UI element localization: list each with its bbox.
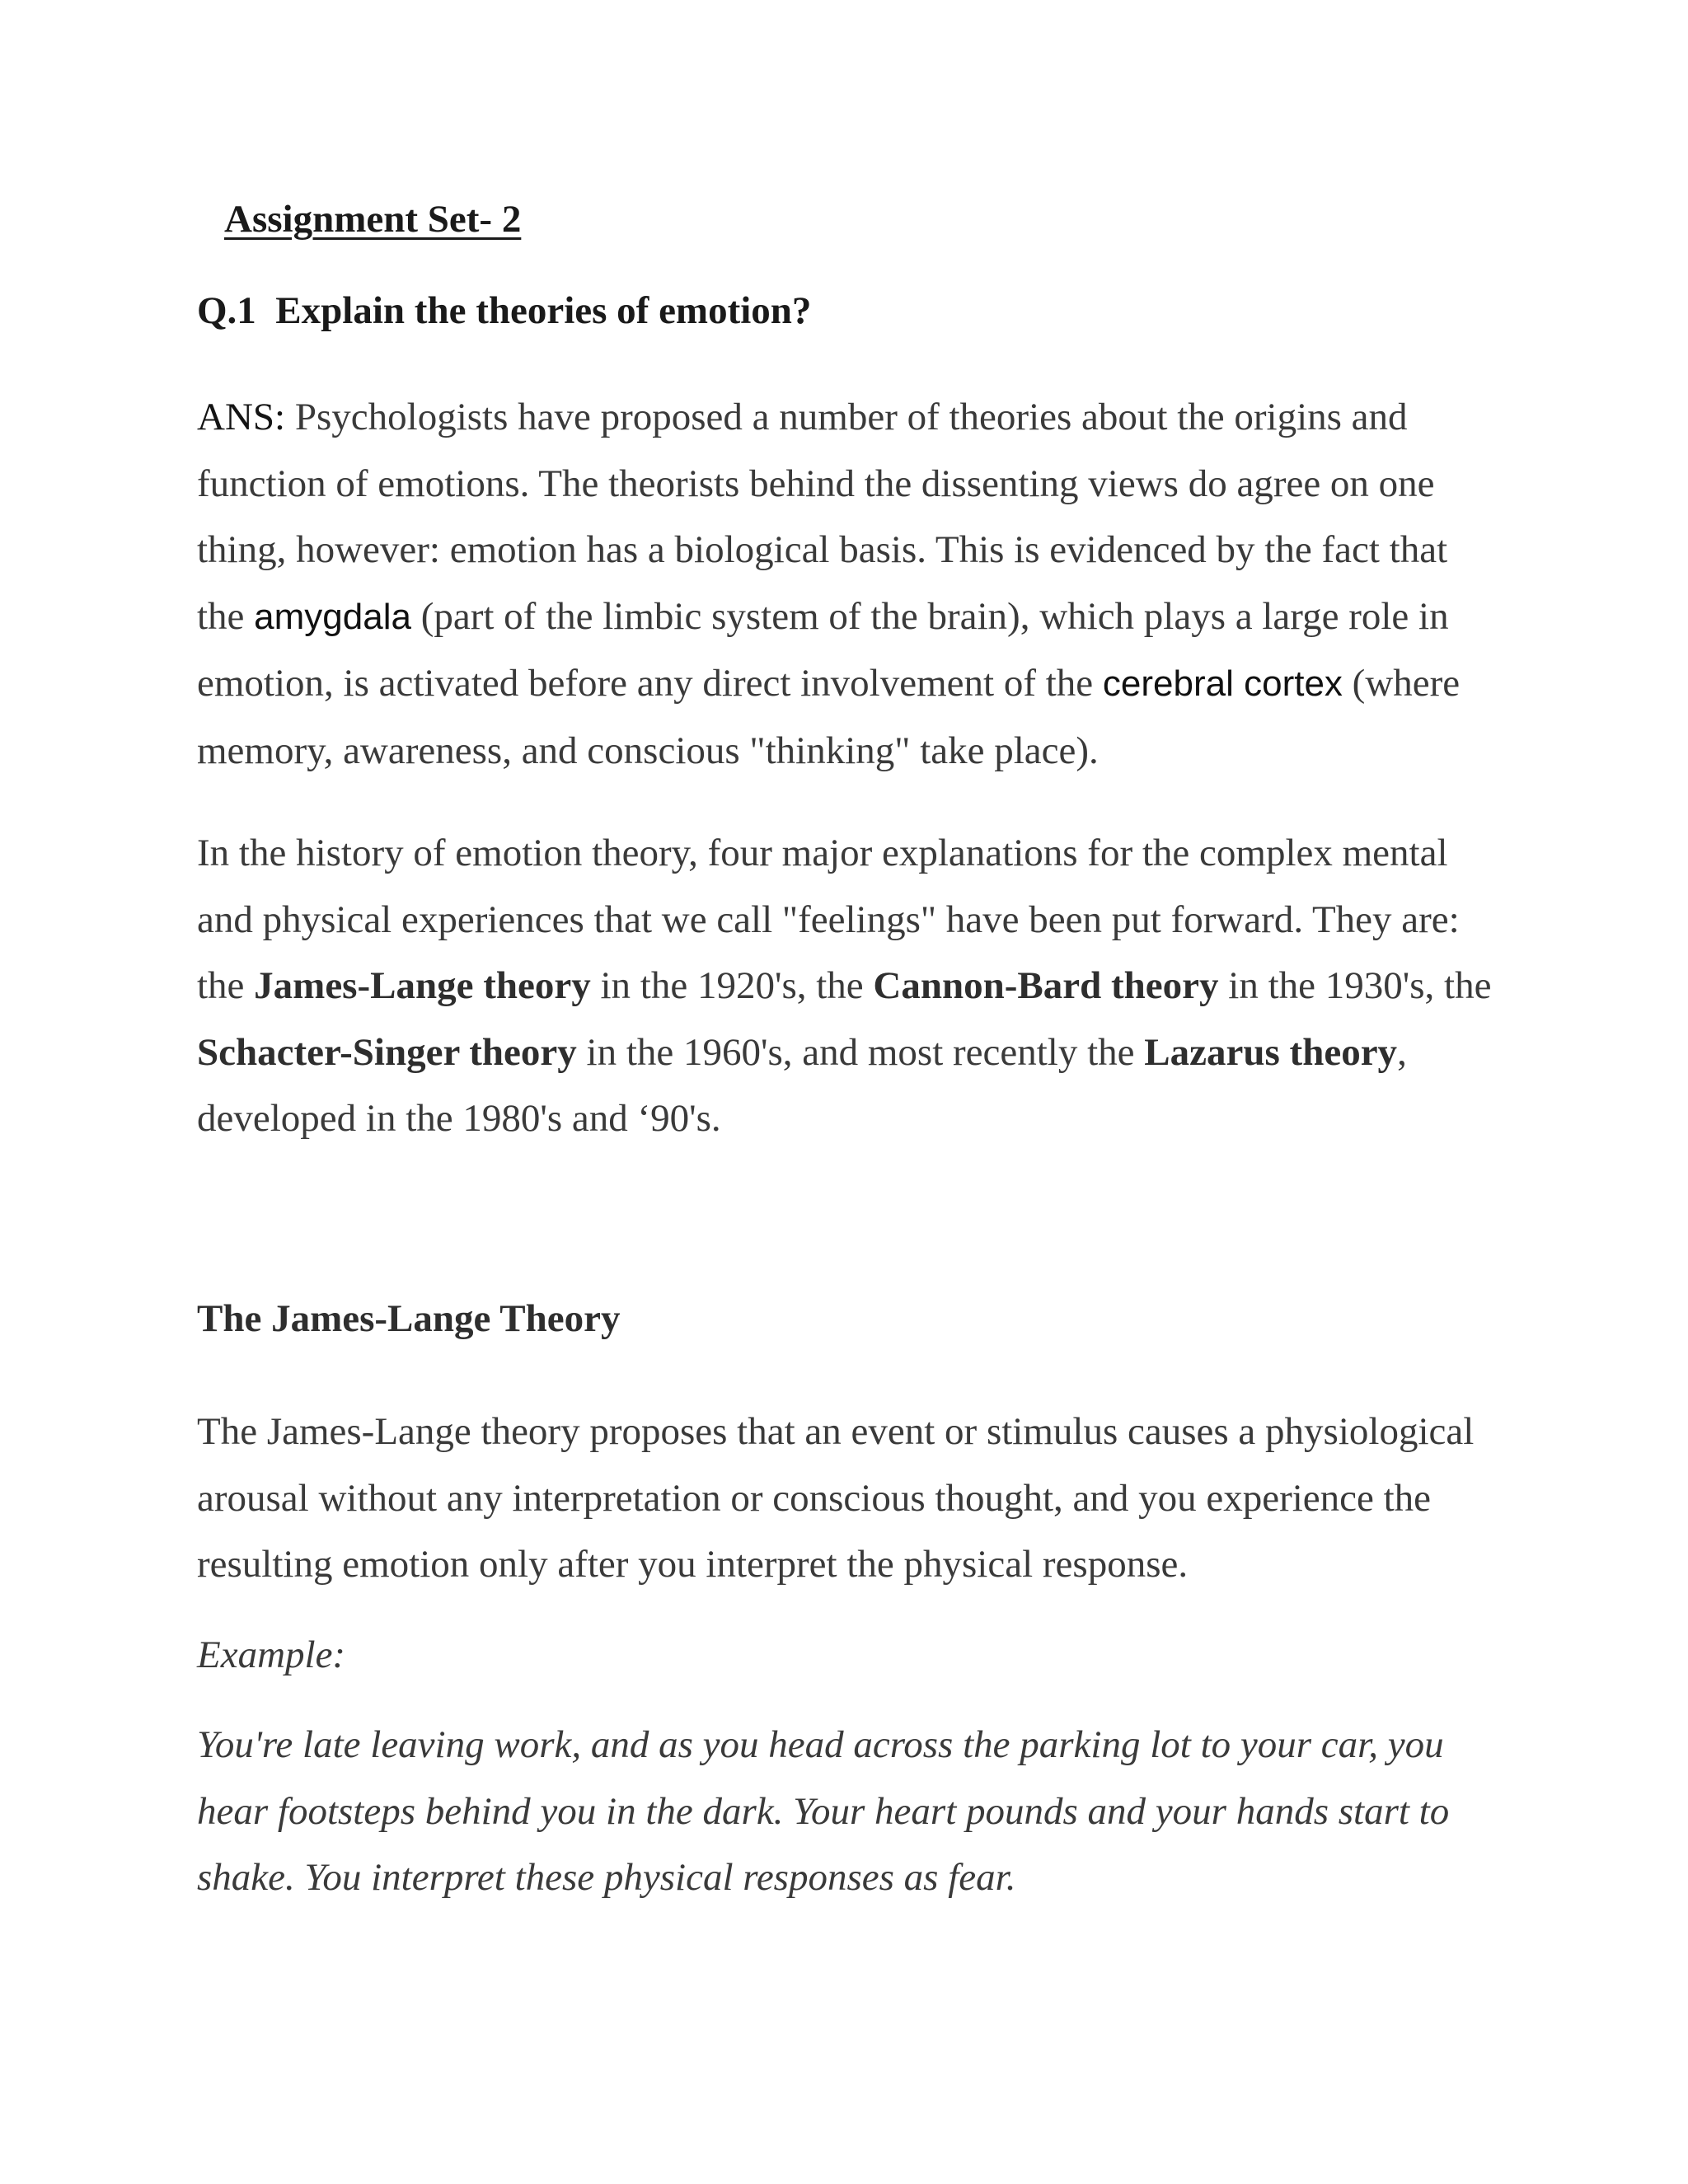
answer-line-2: function of emotions. The theorists behind the dissenting views do agree on one: [197, 462, 1435, 505]
history-paragraph: [197, 820, 1532, 1152]
assignment-heading: Assignment Set- 2: [224, 198, 522, 241]
answer-line-6: memory, awareness, and conscious "thinking" take place).: [197, 729, 1099, 772]
theory-james-lange: James-Lange theory: [254, 964, 591, 1007]
theory-cannon-bard: Cannon-Bard theory: [873, 964, 1219, 1007]
term-cerebral-cortex: cerebral cortex: [1102, 663, 1343, 704]
history-line-4: [197, 1019, 1532, 1086]
term-amygdala: amygdala: [254, 596, 411, 637]
history-text: in the 1960's, and most recently the: [576, 1030, 1145, 1074]
history-line-2: and physical experiences that we call "feelings" have been put forward. They are:: [197, 898, 1460, 941]
answer-text: emotion, is activated before any direct involvement of the: [197, 662, 1103, 705]
history-text: ,: [1397, 1030, 1407, 1074]
answer-text: (part of the limbic system of the brain), which plays a large role in: [410, 594, 1449, 638]
history-line-5: developed in the 1980's and ‘90's.: [197, 1097, 721, 1140]
answer-line-4: [197, 583, 1532, 651]
answer-paragraph: [197, 384, 1532, 784]
question-title: Q.1 Explain the theories of emotion?: [197, 289, 812, 332]
theory-lazarus: Lazarus theory: [1144, 1030, 1398, 1074]
history-text: in the 1920's, the: [590, 964, 874, 1007]
example-label: Example:: [197, 1633, 346, 1676]
example-paragraph: [197, 1712, 1532, 1911]
history-line-3: [197, 953, 1532, 1019]
answer-line-1: [197, 384, 1532, 451]
example-line-2: hear footsteps behind you in the dark. Your heart pounds and your hands start to: [197, 1789, 1450, 1833]
james-lange-heading: The James-Lange Theory: [197, 1297, 621, 1340]
example-line-1: You're late leaving work, and as you head across the parking lot to your car, you: [197, 1723, 1444, 1766]
history-text: the: [197, 964, 255, 1007]
james-lange-line-1: The James-Lange theory proposes that an event or stimulus causes a physiological: [197, 1410, 1475, 1453]
james-lange-line-3: resulting emotion only after you interpret the physical response.: [197, 1543, 1189, 1586]
answer-text: (where: [1342, 662, 1461, 705]
answer-prefix: ANS:: [197, 396, 286, 438]
history-text: in the 1930's, the: [1218, 964, 1492, 1007]
answer-line-3: thing, however: emotion has a biological basis. This is evidenced by the fact that: [197, 528, 1448, 571]
james-lange-paragraph: [197, 1399, 1532, 1598]
answer-text: Psychologists have proposed a number of theories about the origins and: [285, 396, 1408, 438]
theory-schacter-singer: Schacter-Singer theory: [197, 1030, 577, 1074]
answer-text: the: [197, 594, 255, 638]
james-lange-line-2: arousal without any interpretation or conscious thought, and you experience the: [197, 1476, 1432, 1520]
answer-line-5: [197, 650, 1532, 718]
example-line-3: shake. You interpret these physical responses as fear.: [197, 1856, 1016, 1899]
history-line-1: In the history of emotion theory, four major explanations for the complex mental: [197, 832, 1448, 874]
